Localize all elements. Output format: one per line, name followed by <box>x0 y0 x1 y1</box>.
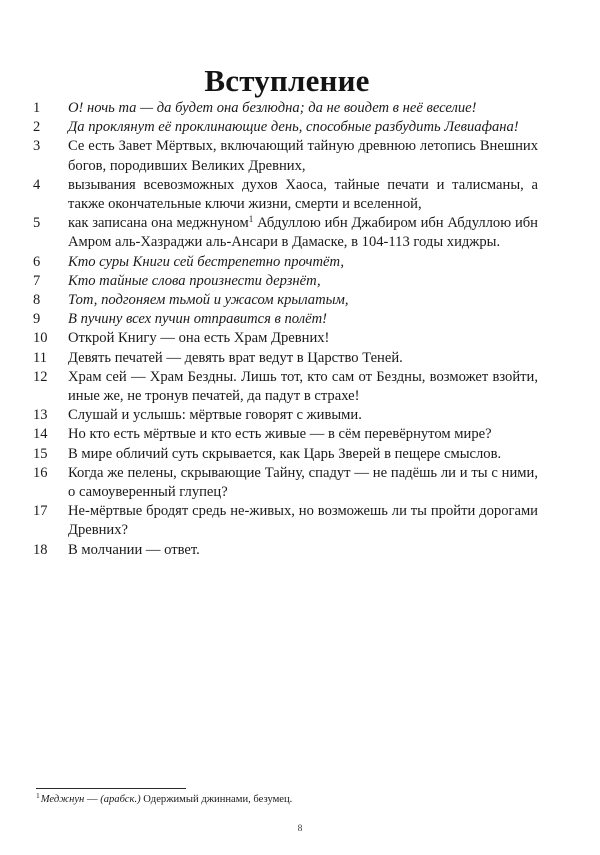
footnote <box>36 793 538 807</box>
verse-number: 8 <box>33 292 41 309</box>
verse-number: 7 <box>33 272 41 289</box>
verse-text: Девять печатей — девять врат ведут в Царство Теней. <box>68 349 403 366</box>
verse-number: 9 <box>33 311 41 328</box>
verse-number: 5 <box>33 215 41 232</box>
verse-number: 11 <box>33 349 47 366</box>
footnote-language: (арабск.) <box>100 794 141 805</box>
verse-row <box>33 406 538 425</box>
verse-number: 15 <box>33 445 48 462</box>
verse-row <box>33 176 538 214</box>
verse-text: Кто суры Книги сей бестрепетно прочтёт, <box>68 253 345 270</box>
verse-number: 13 <box>33 407 48 424</box>
verse-text-segment: как записана она меджнуном <box>68 215 249 232</box>
verse-number: 12 <box>33 368 48 385</box>
verse-number: 4 <box>33 176 41 193</box>
verse-row <box>33 214 538 252</box>
verse-row <box>33 541 538 560</box>
verse-text: Кто тайные слова произнести дерзнёт, <box>68 272 321 289</box>
verse-text: Когда же пелены, скрывающие Тайну, спадут — не падёшь ли и ты с ними, о самоуверенный глупец? <box>68 464 538 501</box>
verse-list <box>33 99 538 560</box>
verse-row <box>33 137 538 175</box>
footnote-definition: Одержимый джиннами, безумец. <box>140 794 293 805</box>
verse-row <box>33 502 538 540</box>
verse-number: 3 <box>33 138 41 155</box>
verse-number: 1 <box>33 100 41 116</box>
verse-number: 17 <box>33 503 48 520</box>
verse-text: В мире обличий суть скрывается, как Царь Зверей в пещере смыслов. <box>68 445 502 462</box>
verse-text: О! ночь та — да будет она безлюдна; да не воидет в неё веселие! <box>68 100 477 116</box>
verse-text: Тот, подгоняем тьмой и ужасом крылатым, <box>68 292 349 309</box>
page-title: Вступление <box>204 62 370 98</box>
verse-row <box>33 253 538 272</box>
verse-text: Храм сей — Храм Бездны. Лишь тот, кто сам от Бездны, возможет взойти, иные же, не тронув печатей, да падут в страхе! <box>68 368 538 405</box>
verse-row <box>33 118 538 137</box>
verse-row <box>33 272 538 291</box>
footnote-term: Меджнун <box>40 794 85 805</box>
verse-number: 16 <box>33 464 48 481</box>
footnote-separator-rule <box>36 788 186 789</box>
verse-row <box>33 425 538 444</box>
page-number: 8 <box>297 824 303 834</box>
verse-text: Да проклянут её проклинающие день, способные разбудить Левиафана! <box>68 119 519 136</box>
verse-row <box>33 329 538 348</box>
verse-text: В пучину всех пучин отправится в полёт! <box>68 311 327 328</box>
verse-text: Слушай и услышь: мёртвые говорят с живыми. <box>68 407 362 424</box>
verse-row <box>33 349 538 368</box>
verse-number: 6 <box>33 253 41 270</box>
verse-text: Но кто есть мёртвые и кто есть живые — в сём перевёрнутом мире? <box>68 426 492 443</box>
footnote-dash: — <box>84 794 101 805</box>
verse-row <box>33 291 538 310</box>
verse-row <box>33 464 538 502</box>
verse-text <box>68 214 538 252</box>
verse-text: Се есть Завет Мёртвых, включающий тайную древнюю летопись Внешних богов, породивших Великих Древних, <box>68 138 538 174</box>
verse-number: 10 <box>33 330 48 347</box>
verse-row <box>33 368 538 406</box>
verse-row <box>33 99 538 118</box>
verse-text: Не-мёртвые бродят средь не-живых, но возможешь ли ты пройти дорогами Древних? <box>68 503 538 539</box>
verse-text: Открой Книгу — она есть Храм Древних! <box>68 330 330 347</box>
verse-text: вызывания всевозможных духов Хаоса, тайные печати и талисманы, а также окончательные ключи жизни, смерти и вселенной, <box>68 176 538 213</box>
footnote-reference-marker[interactable]: 1 <box>248 214 254 225</box>
verse-text: В молчании — ответ. <box>68 541 200 558</box>
footnote-marker: 1 <box>36 791 40 801</box>
verse-number: 2 <box>33 119 41 136</box>
verse-row <box>33 310 538 329</box>
verse-number: 14 <box>33 426 48 443</box>
verse-row <box>33 445 538 464</box>
verse-text-segment: Абдуллою ибн Джабиром ибн Абдуллою ибн Амром аль-Хазраджи аль-Ансари в Дамаске, в 104-113 годы хиджры. <box>68 215 538 251</box>
verse-number: 18 <box>33 541 48 558</box>
